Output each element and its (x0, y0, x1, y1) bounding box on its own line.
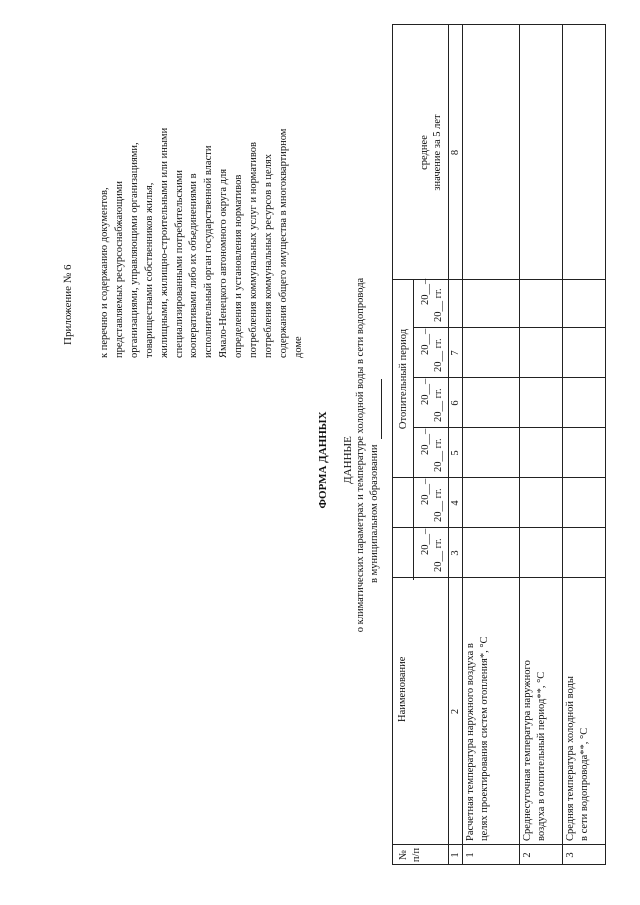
header-year-bottom: 20__ гг. (433, 338, 444, 372)
col-number: 5 (450, 450, 461, 456)
appendix-line: доме (292, 336, 304, 358)
header-year-bottom: 20__ гг. (433, 388, 444, 422)
appendix-line: представляемых ресурсоснабжающими (113, 180, 125, 358)
header-average: среднее (419, 135, 430, 170)
appendix-line: организациями, управляющими организациями, (128, 142, 140, 358)
row-number: 1 (465, 852, 476, 858)
header-average-sub: значение за 5 лет (432, 114, 443, 191)
col-number: 4 (450, 500, 461, 506)
header-year-bottom: 20__ гг. (433, 288, 444, 322)
subtitle: о климатических параметрах и температуре холодной воды в сети водопровода (355, 277, 366, 633)
appendix-line: жилищными, жилищно-строительными или иными (158, 127, 170, 358)
row-name: Среднесуточная температура наружного (522, 660, 533, 841)
header-year-top: 20__– (420, 378, 431, 405)
appendix-line: определения и установления нормативов (233, 174, 245, 358)
header-year-bottom: 20__ гг. (433, 488, 444, 522)
col-number: 6 (450, 400, 461, 406)
appendix-line: к перечню и содержанию документов, (99, 187, 110, 358)
row-name: целях проектирования систем отопления*, °С (479, 636, 490, 841)
data-title: ДАННЫЕ (342, 436, 354, 484)
col-number: 3 (450, 550, 461, 556)
row-name: Средняя температура холодной воды (565, 676, 576, 841)
header-year-top: 20__– (420, 428, 431, 455)
header-number-sub: п/п (411, 847, 422, 863)
appendix-line: содержания общего имущества в многоквартирном (277, 128, 289, 358)
header-year-top: 20__– (420, 478, 431, 505)
col-number: 1 (450, 852, 461, 858)
header-year-top: 20__– (420, 528, 431, 555)
municipality-label: в муниципальном образовании (369, 444, 380, 583)
row-number: 3 (565, 852, 576, 858)
form-title: ФОРМА ДАННЫХ (317, 411, 329, 509)
row-name: в сети водопровода**, °С (579, 727, 590, 841)
header-year-bottom: 20__ гг. (433, 538, 444, 572)
appendix-line: кооперативами либо их объединениями в (188, 173, 200, 358)
appendix-line: Ямало-Ненецкого автономного округа для (218, 168, 230, 358)
appendix-line: исполнительный орган государственной власти (203, 145, 215, 358)
header-heating-period: Отопительный период (398, 328, 409, 430)
appendix-line: потребления коммунальных ресурсов в целях (262, 153, 274, 358)
header-number: № (398, 849, 409, 861)
header-year-top: 20__– (420, 328, 431, 355)
appendix-line: товариществами собственников жилья, (143, 182, 155, 358)
header-name: Наименование (397, 656, 408, 722)
row-name: воздуха в отопительный период**, °С (536, 671, 547, 841)
row-number: 2 (522, 852, 533, 858)
header-year-top: 20__– (420, 278, 431, 305)
col-number: 2 (450, 708, 461, 715)
header-year-bottom: 20__ гг. (433, 438, 444, 472)
col-number: 8 (450, 149, 461, 156)
col-number: 7 (450, 350, 461, 356)
row-name: Расчетная температура наружного воздуха в (465, 643, 476, 841)
appendix-title: Приложение № 6 (62, 264, 74, 345)
appendix-line: потребления коммунальных услуг и нормативов (248, 142, 260, 358)
appendix-line: специализированными потребительскими (173, 170, 185, 358)
